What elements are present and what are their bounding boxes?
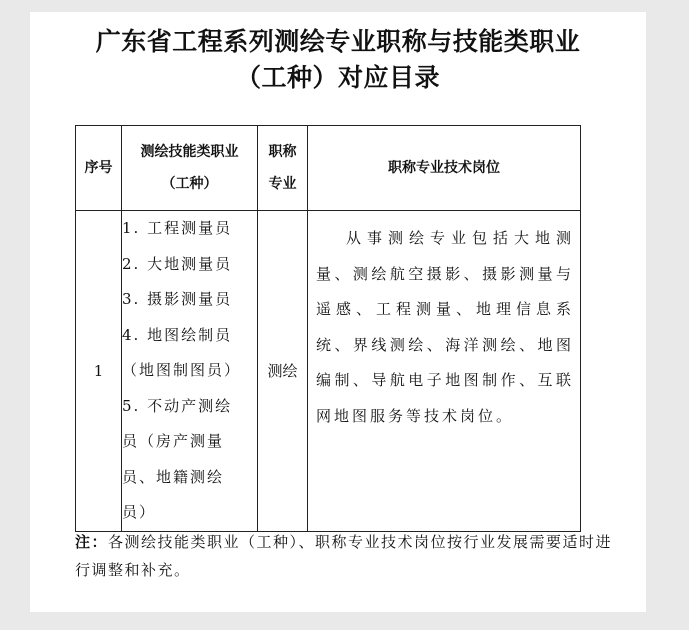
document-page (30, 12, 646, 612)
occupation-item: 5. 不动产测绘 (122, 396, 233, 415)
footnote (75, 528, 620, 584)
document-title-line-1: 广东省工程系列测绘专业职称与技能类职业 (95, 27, 581, 56)
occupation-item: 3. 摄影测量员 (122, 290, 233, 308)
occupation-item: 员） (122, 503, 157, 521)
occupation-item: 4. 地图绘制员 (122, 325, 233, 344)
header-serial-number: 序号 (76, 126, 122, 211)
occupation-item: 员（房产测量 (122, 432, 225, 450)
header-skill-occupation-line-2: （工种） (161, 176, 218, 192)
header-title-specialty (258, 126, 308, 211)
cell-title-specialty: 测绘 (258, 211, 308, 532)
occupation-item: 1. 工程测量员 (122, 219, 233, 237)
table-header-row (76, 126, 581, 211)
header-skill-occupation-line-1: 测绘技能类职业 (140, 144, 239, 160)
technical-post-description: 从事测绘专业包括大地测量、测绘航空摄影、摄影测量与遥感、工程测量、地理信息系统、界线测绘、海洋测绘、地图编制、导航电子地图制作、互联网地图服务等技术岗位。 (316, 229, 574, 425)
occupation-item: 员、地籍测绘 (122, 467, 225, 486)
cell-technical-post (308, 211, 581, 532)
footnote-label: 注： (75, 533, 109, 551)
occupation-item: 2. 大地测量员 (122, 254, 233, 273)
header-title-specialty-line-1: 职称 (268, 144, 297, 160)
table-row (76, 211, 581, 532)
header-technical-post: 职称专业技术岗位 (308, 126, 581, 211)
footnote-text: 各测绘技能类职业（工种）、职称专业技术岗位按行业发展需要适时进行调整和补充。 (75, 533, 613, 579)
cell-occupation-list (122, 211, 258, 532)
cell-serial-number: 1 (76, 211, 122, 532)
header-title-specialty-line-2: 专业 (268, 176, 297, 192)
occupation-item: （地图制图员） (122, 361, 242, 379)
document-title-line-2: （工种）对应目录 (235, 63, 440, 92)
header-skill-occupation (122, 126, 258, 211)
correspondence-table (75, 125, 581, 532)
